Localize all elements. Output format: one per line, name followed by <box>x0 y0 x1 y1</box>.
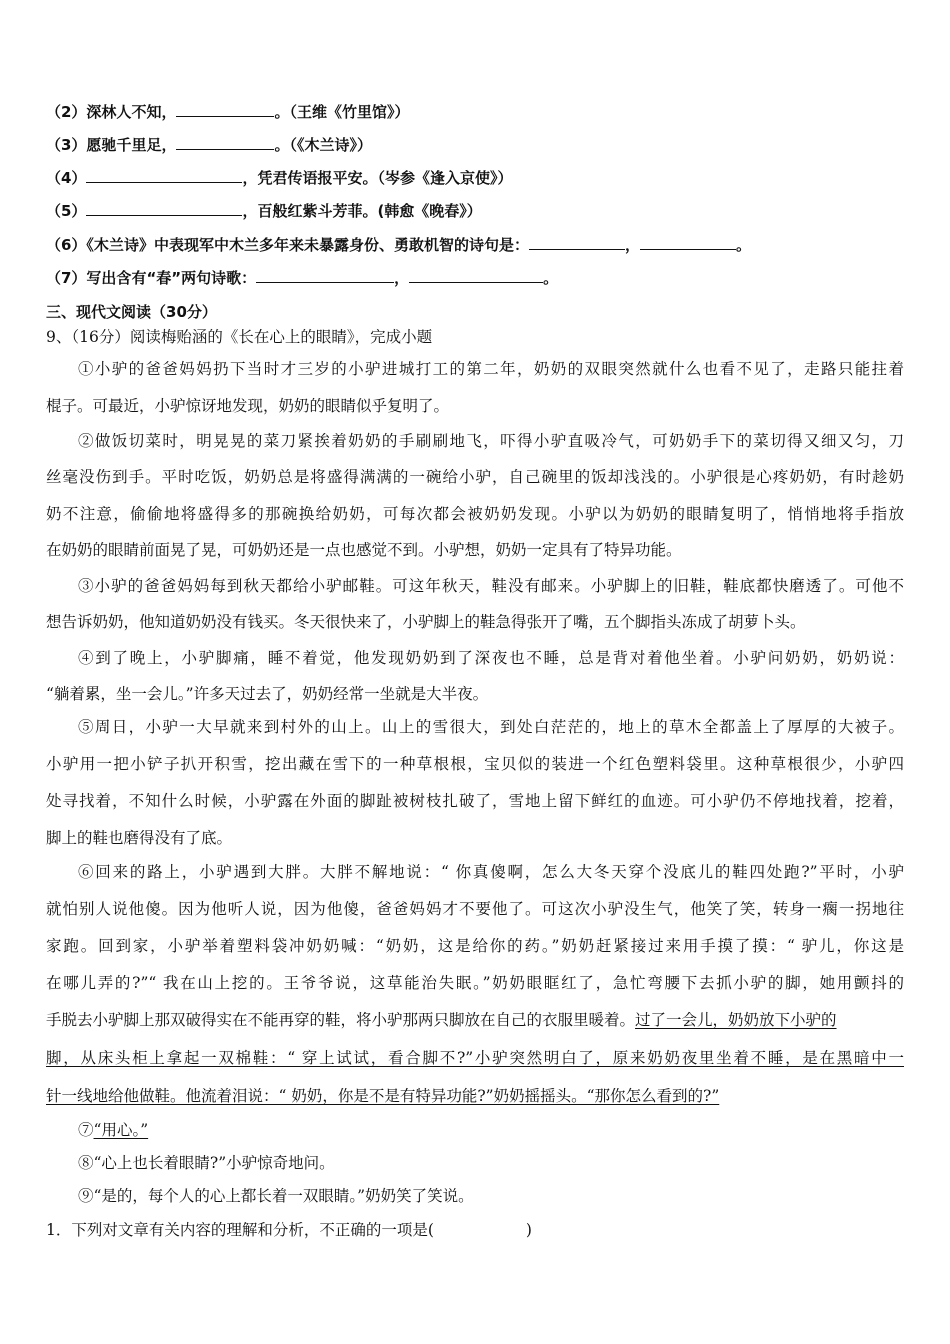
p6-underlined-2: 脚，从床头柜上拿起一双棉鞋：“ 穿上试试，看合脚不?”小驴突然明白了，原来奶奶夜里坐着不睡，是在黑暗中一 <box>46 1049 904 1067</box>
q4-blank <box>86 168 242 183</box>
q6-blank-2 <box>640 235 736 250</box>
q4-suffix: ，凭君传语报平安。（岑参《逢入京使》） <box>242 169 513 187</box>
q4-prefix: （4） <box>46 169 87 187</box>
q3-suffix: 。（《木兰诗》） <box>274 136 372 154</box>
sub-question-1 <box>46 1220 532 1240</box>
q7-blank-2 <box>409 268 543 283</box>
p2-line-2: 丝毫没伤到手。平时吃饭，奶奶总是将盛得满满的一碗给小驴，自己碗里的饭却浅浅的。小驴很是心疼奶奶，有时趁奶 <box>46 468 904 486</box>
q3-prefix: （3）愿驰千里足， <box>46 136 177 154</box>
q5-prefix: （5） <box>46 202 87 220</box>
q6-suffix: 。 <box>735 236 751 254</box>
p9: ⑨“是的，每个人的心上都长着一双眼睛。”奶奶笑了笑说。 <box>78 1187 474 1205</box>
q5-blank <box>86 201 242 216</box>
sub-question-1-text: 1．下列对文章有关内容的理解和分析，不正确的一项是( <box>46 1221 434 1239</box>
q7-suffix: 。 <box>543 269 559 287</box>
p6-line-2: 就怕别人说他傻。因为他听人说，因为他傻，爸爸妈妈才不要他了。可这次小驴没生气，他笑了笑，转身一瘸一拐地往 <box>46 900 904 918</box>
p1-line-2: 棍子。可最近，小驴惊讶地发现，奶奶的眼睛似乎复明了。 <box>46 397 450 415</box>
question-2 <box>46 102 409 122</box>
q7-prefix: （7）写出含有“春”两句诗歌： <box>46 269 257 287</box>
p6-line-4: 在哪儿弄的?”“ 我在山上挖的。王爷爷说，这草能治失眠。”奶奶眼眶红了，急忙弯腰下去抓小驴的脚，她用颤抖的 <box>46 974 904 992</box>
q3-blank <box>176 135 274 150</box>
p5-line-1: ⑤周日，小驴一大早就来到村外的山上。山上的雪很大，到处白茫茫的，地上的草木全都盖上了厚厚的大被子。 <box>78 718 904 736</box>
p2-line-3: 奶不注意，偷偷地将盛得多的那碗换给奶奶，可每次都会被奶奶发现。小驴以为奶奶的眼睛复明了，悄悄地将手指放 <box>46 505 904 523</box>
sub-question-1-close: ) <box>525 1221 532 1239</box>
p7-number: ⑦ <box>78 1121 94 1139</box>
p5-line-2: 小驴用一把小铲子扒开积雪，挖出藏在雪下的一种草根根，宝贝似的装进一个红色塑料袋里。这种草根很少，小驴四 <box>46 755 904 773</box>
p7 <box>78 1120 148 1140</box>
p5-line-4: 脚上的鞋也磨得没有了底。 <box>46 829 233 847</box>
p1-line-1: ①小驴的爸爸妈妈扔下当时才三岁的小驴进城打工的第二年，奶奶的双眼突然就什么也看不见了，走路只能拄着 <box>78 360 904 378</box>
q7-separator: ， <box>394 269 410 287</box>
q5-suffix: ，百般红紫斗芳菲。(韩愈《晚春》） <box>242 202 482 220</box>
q2-prefix: （2）深林人不知， <box>46 103 177 121</box>
p6-underlined-1: 过了一会儿，奶奶放下小驴的 <box>635 1011 837 1029</box>
question-4 <box>46 168 512 188</box>
p6-underlined-3: 针一线地给他做鞋。他流着泪说：“ 奶奶，你是不是有特异功能?”奶奶摇摇头。“那你怎么看到的?” <box>46 1087 720 1105</box>
p4-line-1: ④到了晚上，小驴脚痛，睡不着觉，他发现奶奶到了深夜也不睡，总是背对着他坐着。小驴问奶奶，奶奶说： <box>78 649 904 667</box>
p6-line-1: ⑥回来的路上，小驴遇到大胖。大胖不解地说：“ 你真傻啊，怎么大冬天穿个没底儿的鞋四处跑?”平时，小驴 <box>78 863 904 881</box>
p3-line-1: ③小驴的爸爸妈妈每到秋天都给小驴邮鞋。可这年秋天，鞋没有邮来。小驴脚上的旧鞋，鞋底都快磨透了。可他不 <box>78 577 904 595</box>
p8: ⑧“心上也长着眼睛?”小驴惊奇地问。 <box>78 1154 335 1172</box>
question-6 <box>46 235 751 255</box>
q7-blank-1 <box>256 268 394 283</box>
section-title: 三、现代文阅读（30分） <box>46 303 217 321</box>
p3-line-2: 想告诉奶奶，他知道奶奶没有钱买。冬天很快来了，小驴脚上的鞋急得张开了嘴，五个脚指头冻成了胡萝卜头。 <box>46 613 806 631</box>
p2-line-4: 在奶奶的眼睛前面晃了晃，可奶奶还是一点也感觉不到。小驴想，奶奶一定具有了特异功能。 <box>46 541 682 559</box>
p6-line-3: 家跑。回到家，小驴举着塑料袋冲奶奶喊：“奶奶，这是给你的药。”奶奶赶紧接过来用手摸了摸：“ 驴儿，你这是 <box>46 937 904 955</box>
q2-blank <box>176 102 274 117</box>
p6-line-5-text: 手脱去小驴脚上那双破得实在不能再穿的鞋，将小驴那两只脚放在自己的衣服里暖着。 <box>46 1011 636 1029</box>
q2-suffix: 。（王维《竹里馆》） <box>274 103 410 121</box>
q6-prefix: （6）《木兰诗》中表现军中木兰多年来未暴露身份、勇敢机智的诗句是： <box>46 236 529 254</box>
q6-blank-1 <box>529 235 625 250</box>
question-3 <box>46 135 372 155</box>
q6-separator: ， <box>624 236 640 254</box>
p2-line-1: ②做饭切菜时，明晃晃的菜刀紧挨着奶奶的手刷刷地飞，吓得小驴直吸冷气，可奶奶手下的菜切得又细又匀，刀 <box>78 432 904 450</box>
p4-line-2: “躺着累，坐一会儿。”许多天过去了，奶奶经常一坐就是大半夜。 <box>46 685 489 703</box>
question-7 <box>46 268 558 288</box>
p7-text: “用心。” <box>93 1121 149 1139</box>
p6-line-5 <box>46 1010 837 1030</box>
p5-line-3: 处寻找着，不知什么时候，小驴露在外面的脚趾被树枝扎破了，雪地上留下鲜红的血迹。可小驴仍不停地找着，挖着， <box>46 792 904 810</box>
question-5 <box>46 201 482 221</box>
question-9-title: 9、（16分）阅读梅贻涵的《长在心上的眼睛》，完成小题 <box>46 328 433 346</box>
